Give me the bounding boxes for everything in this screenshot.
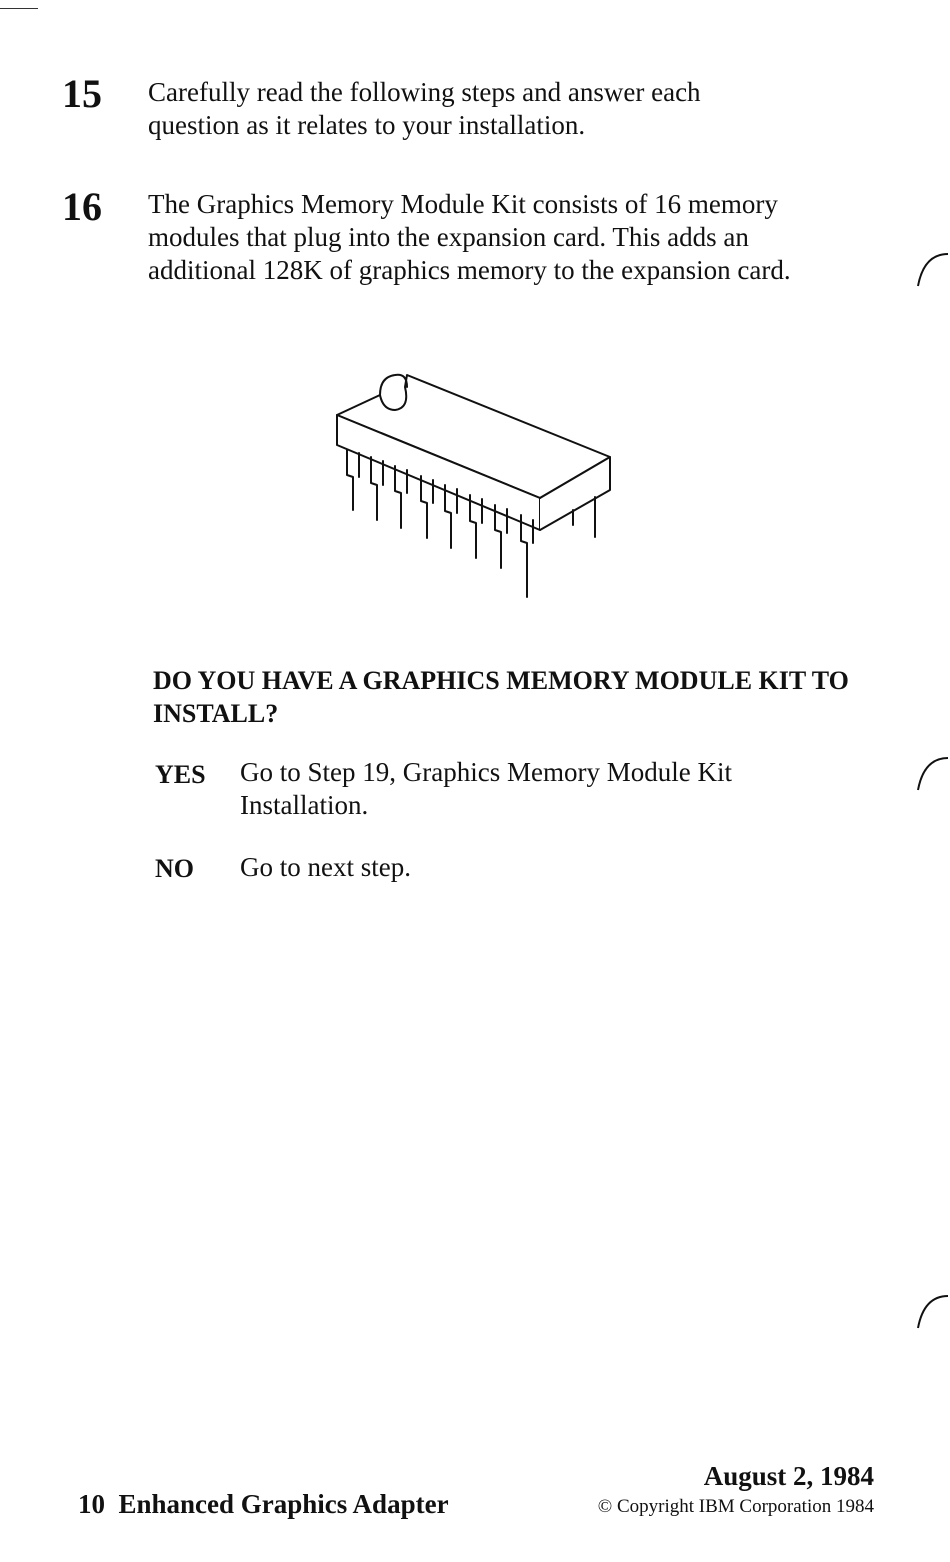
memory-chip-icon (325, 365, 625, 605)
binder-hole-mark-icon (910, 248, 950, 288)
binder-hole-mark-icon (910, 1290, 950, 1330)
step-text-16: The Graphics Memory Module Kit consists of 16 memory modules that plug into the expansion card. This adds an additional 128K of graphics memory to the expansion card. (148, 189, 791, 285)
question-heading: DO YOU HAVE A GRAPHICS MEMORY MODULE KIT TO INSTALL? (153, 666, 849, 728)
footer-date: August 2, 1984 (703, 1461, 874, 1491)
step-text-15: Carefully read the following steps and answer each question as it relates to your installation. (148, 77, 701, 140)
footer-copyright: © Copyright IBM Corporation 1984 (597, 1496, 874, 1517)
step-number-15: 15 (62, 71, 102, 116)
step-number-16: 16 (62, 184, 102, 229)
binder-hole-mark-icon (910, 752, 950, 792)
top-rule (0, 8, 38, 9)
answer-label-yes: YES (155, 760, 206, 789)
answer-text-no: Go to next step. (240, 852, 411, 882)
answer-text-yes: Go to Step 19, Graphics Memory Module Kit Installation. (240, 757, 732, 820)
answer-label-no: NO (155, 854, 194, 883)
footer-page-title: 10 Enhanced Graphics Adapter (78, 1489, 449, 1519)
